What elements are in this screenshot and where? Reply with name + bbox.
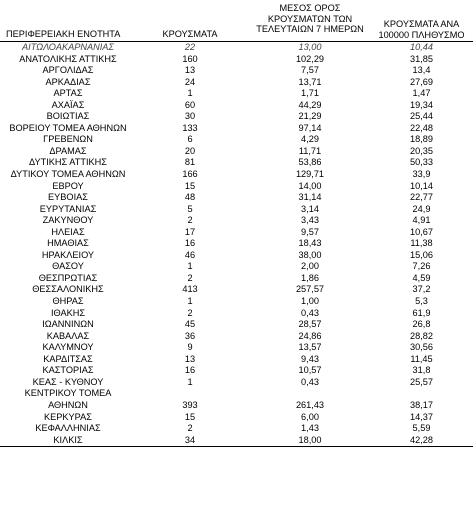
cell-7day-average: 97,14 (298, 122, 322, 133)
cell-7day-average: 257,57 (295, 284, 325, 295)
header-cases-per-100k: ΚΡΟΥΣΜΑΤΑ ΑΝΑ 100000 ΠΛΗΘΥΣΜΟ (378, 19, 465, 40)
cell-cases: 81 (184, 157, 196, 168)
cell-region: ΕΥΒΟΙΑΣ (48, 192, 88, 203)
cell-per-100k: 25,44 (410, 111, 433, 122)
cell-per-100k: 20,35 (410, 145, 433, 156)
cell-per-100k: 27,69 (410, 76, 433, 87)
cell-7day-average: 261,43 (295, 399, 325, 410)
cell-7day-average: 2,00 (301, 261, 319, 272)
table-row (0, 331, 473, 343)
cell-per-100k: 22,48 (410, 122, 433, 133)
table-row (0, 111, 473, 123)
cell-cases: 15 (184, 180, 196, 191)
table-row (0, 204, 473, 216)
table-row (0, 388, 473, 411)
cell-per-100k: 10,14 (410, 180, 433, 191)
cell-per-100k: 11,45 (410, 353, 433, 364)
table-row (0, 250, 473, 262)
cell-7day-average: 1,43 (301, 423, 319, 434)
cell-region: ΑΝΑΤΟΛΙΚΗΣ ΑΤΤΙΚΗΣ (19, 53, 117, 64)
cell-region: ΚΑΣΤΟΡΙΑΣ (42, 365, 94, 376)
cell-region: ΚΕΑΣ - ΚΥΘΝΟΥ (32, 376, 104, 387)
table-row (0, 284, 473, 296)
cell-7day-average: 3,14 (301, 203, 319, 214)
cell-7day-average: 14,00 (298, 180, 322, 191)
cell-cases: 22 (184, 42, 196, 52)
cell-per-100k: 10,67 (410, 226, 433, 237)
cell-per-100k: 4,91 (412, 215, 431, 226)
table-row (0, 308, 473, 320)
cell-region: ΙΩΑΝΝΙΝΩΝ (42, 319, 94, 330)
cell-7day-average: 1,71 (301, 88, 319, 99)
cell-region: ΒΟΙΩΤΙΑΣ (46, 111, 90, 122)
table-row (0, 181, 473, 193)
table-row (0, 54, 473, 66)
cell-region: ΚΑΛΥΜΝΟΥ (42, 342, 94, 353)
cell-cases: 9 (187, 342, 193, 353)
cell-7day-average: 13,00 (298, 42, 322, 52)
cell-region: ΚΕΝΤΡΙΚΟΥ ΤΟΜΕΑ ΑΘΗΝΩΝ (24, 388, 112, 410)
cell-cases: 2 (187, 307, 193, 318)
cell-7day-average: 0,43 (301, 376, 319, 387)
cell-cases: 2 (187, 272, 193, 283)
table-row (0, 77, 473, 89)
table-header (0, 0, 473, 42)
cell-per-100k: 1,47 (412, 88, 431, 99)
table-row (0, 261, 473, 273)
cell-cases: 45 (184, 319, 196, 330)
cell-7day-average: 1,00 (301, 296, 319, 307)
cell-per-100k: 14,37 (410, 411, 433, 422)
cell-region: ΑΡΚΑΔΙΑΣ (45, 76, 91, 87)
cell-per-100k: 33,9 (412, 169, 431, 180)
cell-cases: 393 (182, 399, 198, 410)
cell-region: ΕΒΡΟΥ (52, 180, 84, 191)
cell-cases: 5 (187, 203, 193, 214)
cell-per-100k: 24,9 (412, 203, 431, 214)
cell-7day-average: 18,43 (298, 238, 322, 249)
table-row (0, 100, 473, 112)
cell-per-100k: 61,9 (412, 307, 431, 318)
cell-cases: 2 (187, 215, 193, 226)
cell-cases: 16 (184, 238, 196, 249)
cell-per-100k: 37,2 (412, 284, 431, 295)
cell-region: ΗΡΑΚΛΕΙΟΥ (41, 249, 95, 260)
cell-per-100k: 7,26 (412, 261, 431, 272)
cell-7day-average: 38,00 (298, 249, 322, 260)
cell-per-100k: 25,57 (410, 376, 433, 387)
cell-7day-average: 21,29 (298, 111, 322, 122)
table-row (0, 169, 473, 181)
cell-cases: 24 (184, 76, 196, 87)
table-row (0, 134, 473, 146)
cell-cases: 13 (184, 65, 196, 76)
cell-cases: 13 (184, 353, 196, 364)
table-row (0, 319, 473, 331)
cell-per-100k: 38,17 (410, 399, 433, 410)
cell-7day-average: 7,57 (301, 65, 319, 76)
cell-7day-average: 129,71 (295, 169, 325, 180)
cell-region: ΒΟΡΕΙΟΥ ΤΟΜΕΑ ΑΘΗΝΩΝ (9, 122, 127, 133)
cell-cases: 48 (184, 192, 196, 203)
table-row (0, 227, 473, 239)
cell-per-100k: 18,89 (410, 134, 433, 145)
cell-cases: 160 (182, 53, 198, 64)
cell-7day-average: 3,43 (301, 215, 319, 226)
table-row (0, 296, 473, 308)
cell-region: ΕΥΡΥΤΑΝΙΑΣ (39, 203, 97, 214)
cell-region: ΖΑΚΥΝΘΟΥ (42, 215, 94, 226)
cell-7day-average: 13,71 (298, 76, 322, 87)
cell-7day-average: 31,14 (298, 192, 322, 203)
cell-cases: 16 (184, 365, 196, 376)
cell-per-100k: 5,59 (412, 423, 431, 434)
table-row (0, 435, 473, 448)
cell-region: ΚΑΒΑΛΑΣ (46, 330, 90, 341)
cell-region: ΚΑΡΔΙΤΣΑΣ (43, 353, 93, 364)
cell-cases: 6 (187, 134, 193, 145)
cell-cases: 1 (187, 376, 193, 387)
cell-per-100k: 28,82 (410, 330, 433, 341)
cell-per-100k: 42,28 (410, 434, 433, 445)
cell-7day-average: 10,57 (298, 365, 322, 376)
cell-cases: 46 (184, 249, 196, 260)
cell-per-100k: 31,85 (410, 53, 433, 64)
cell-7day-average: 11,71 (298, 145, 322, 156)
cell-per-100k: 15,06 (410, 249, 433, 260)
table-row (0, 146, 473, 158)
cell-region: ΚΙΛΚΙΣ (53, 434, 83, 445)
table-row (0, 423, 473, 435)
cell-cases: 1 (187, 88, 193, 99)
cell-7day-average: 102,29 (295, 53, 325, 64)
cell-region: ΗΛΕΙΑΣ (51, 226, 85, 237)
cell-per-100k: 4,59 (412, 272, 431, 283)
cell-7day-average: 28,57 (298, 319, 322, 330)
cell-region: ΘΕΣΠΡΩΤΙΑΣ (38, 272, 98, 283)
cell-region: ΘΕΣΣΑΛΟΝΙΚΗΣ (32, 284, 104, 295)
cell-7day-average: 44,29 (298, 99, 322, 110)
cell-7day-average: 53,86 (298, 157, 322, 168)
cell-per-100k: 30,56 (410, 342, 433, 353)
table-row (0, 412, 473, 424)
cell-7day-average: 9,43 (301, 353, 319, 364)
table-row (0, 65, 473, 77)
table-row (0, 192, 473, 204)
cell-cases: 17 (184, 226, 196, 237)
table-row (0, 88, 473, 100)
cell-7day-average: 4,29 (301, 134, 319, 145)
table-row (0, 157, 473, 169)
table-row (0, 215, 473, 227)
cell-region: ΔΡΑΜΑΣ (49, 145, 87, 156)
cell-region: ΑΙΤΩΛΟΑΚΑΡΝΑΝΙΑΣ (22, 42, 114, 52)
cell-per-100k: 31,8 (412, 365, 431, 376)
cell-cases: 133 (182, 122, 198, 133)
cell-cases: 1 (187, 261, 193, 272)
header-cases: ΚΡΟΥΣΜΑΤΑ (162, 29, 218, 39)
cell-region: ΗΜΑΘΙΑΣ (47, 238, 89, 249)
cell-per-100k: 19,34 (410, 99, 433, 110)
cell-region: ΚΕΦΑΛΛΗΝΙΑΣ (35, 423, 101, 434)
cell-region: ΔΥΤΙΚΟΥ ΤΟΜΕΑ ΑΘΗΝΩΝ (10, 169, 126, 180)
table-row (0, 342, 473, 354)
cell-cases: 36 (184, 330, 196, 341)
table-row (0, 377, 473, 389)
cell-7day-average: 24,86 (298, 330, 322, 341)
cell-per-100k: 5,3 (415, 296, 428, 307)
cell-region: ΘΑΣΟΥ (52, 261, 84, 272)
table-row (0, 354, 473, 366)
table-row (0, 365, 473, 377)
cell-7day-average: 1,86 (301, 272, 319, 283)
cell-per-100k: 50,33 (410, 157, 433, 168)
cell-region: ΑΧΑΪΑΣ (51, 99, 85, 110)
cell-7day-average: 18,00 (298, 434, 322, 445)
table-row (0, 238, 473, 250)
cell-7day-average: 0,43 (301, 307, 319, 318)
cell-per-100k: 11,38 (410, 238, 433, 249)
cell-cases: 1 (187, 296, 193, 307)
header-region: ΠΕΡΙΦΕΡΕΙΑΚΗ ΕΝΟΤΗΤΑ (6, 29, 121, 39)
cell-region: ΔΥΤΙΚΗΣ ΑΤΤΙΚΗΣ (29, 157, 107, 168)
cell-cases: 413 (182, 284, 198, 295)
cell-region: ΓΡΕΒΕΝΩΝ (43, 134, 93, 145)
cell-region: ΘΗΡΑΣ (52, 296, 84, 307)
table-row (0, 42, 473, 54)
cell-cases: 15 (184, 411, 196, 422)
cell-per-100k: 10,44 (410, 42, 433, 52)
cell-cases: 34 (184, 434, 196, 445)
cell-region: ΙΘΑΚΗΣ (50, 307, 86, 318)
cell-per-100k: 13,4 (412, 65, 431, 76)
header-7day-average: ΜΕΣΟΣ ΟΡΟΣ ΚΡΟΥΣΜΑΤΩΝ ΤΩΝ ΤΕΛΕΥΤΑΙΩΝ 7 ΗΜΕΡΩΝ (256, 3, 364, 34)
cell-7day-average: 13,57 (298, 342, 322, 353)
cell-per-100k: 26,8 (412, 319, 431, 330)
table-row (0, 273, 473, 285)
cell-per-100k: 22,77 (410, 192, 433, 203)
cell-cases: 20 (184, 145, 196, 156)
cell-region: ΑΡΤΑΣ (53, 88, 83, 99)
cell-7day-average: 6,00 (301, 411, 319, 422)
cell-region: ΑΡΓΟΛΙΔΑΣ (42, 65, 94, 76)
cell-cases: 166 (182, 169, 198, 180)
cell-cases: 30 (184, 111, 196, 122)
cell-cases: 2 (187, 423, 193, 434)
table-body (0, 42, 473, 447)
cell-cases: 60 (184, 99, 196, 110)
cell-7day-average: 9,57 (301, 226, 319, 237)
table-row (0, 123, 473, 135)
cell-region: ΚΕΡΚΥΡΑΣ (44, 411, 92, 422)
